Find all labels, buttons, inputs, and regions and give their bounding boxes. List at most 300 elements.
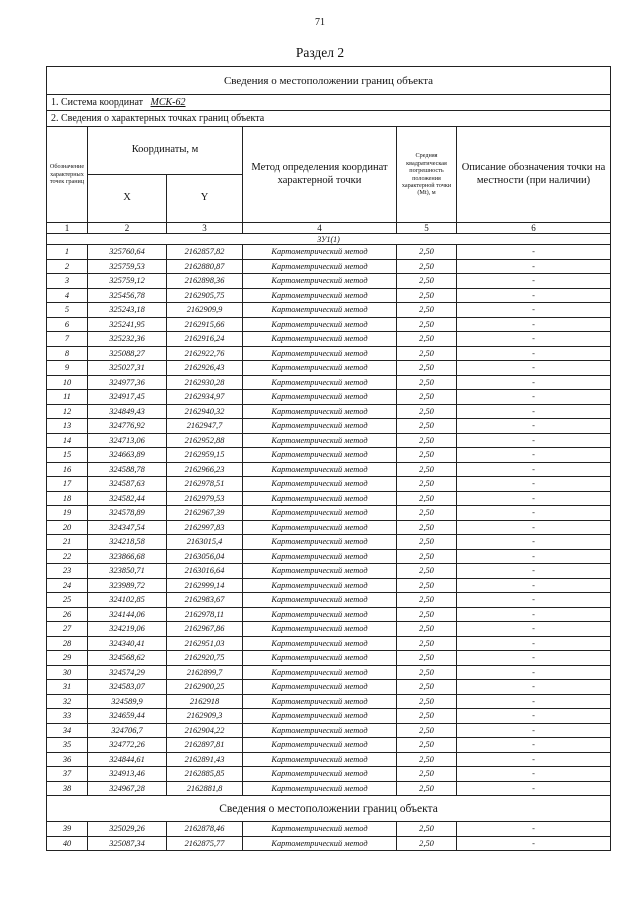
col-description-header: Описание обозначения точки на местности (при наличии) — [457, 127, 611, 223]
cell-method: Картометрический метод — [243, 622, 397, 637]
cell-y-coordinate: 2162966,23 — [167, 462, 243, 477]
cell-x-coordinate: 325456,78 — [88, 288, 167, 303]
cell-point-id: 13 — [47, 419, 88, 434]
table-row — [47, 636, 611, 651]
cell-x-coordinate: 324102,85 — [88, 593, 167, 608]
cell-method: Картометрический метод — [243, 361, 397, 376]
table-row — [47, 274, 611, 289]
cell-x-coordinate: 324347,54 — [88, 520, 167, 535]
cell-description: - — [457, 433, 611, 448]
cell-x-coordinate: 324844,61 — [88, 752, 167, 767]
cell-error-value: 2,50 — [397, 245, 457, 260]
cell-y-coordinate: 2162909,9 — [167, 303, 243, 318]
cell-method: Картометрический метод — [243, 477, 397, 492]
cell-point-id: 8 — [47, 346, 88, 361]
table-title: Сведения о местоположении границ объекта — [47, 67, 611, 95]
cell-description: - — [457, 781, 611, 796]
cell-y-coordinate: 2163056,04 — [167, 549, 243, 564]
cell-point-id: 33 — [47, 709, 88, 724]
cell-point-id: 1 — [47, 245, 88, 260]
table-row — [47, 520, 611, 535]
cell-error-value: 2,50 — [397, 607, 457, 622]
cell-error-value: 2,50 — [397, 303, 457, 318]
cell-description: - — [457, 636, 611, 651]
cell-y-coordinate: 2162983,67 — [167, 593, 243, 608]
cell-y-coordinate: 2162967,86 — [167, 622, 243, 637]
table-row — [47, 332, 611, 347]
cell-method: Картометрический метод — [243, 680, 397, 695]
cell-method: Картометрический метод — [243, 303, 397, 318]
table-row — [47, 245, 611, 260]
cell-point-id: 2 — [47, 259, 88, 274]
cell-error-value: 2,50 — [397, 709, 457, 724]
cell-method: Картометрический метод — [243, 781, 397, 796]
cell-point-id: 17 — [47, 477, 88, 492]
cell-point-id: 12 — [47, 404, 88, 419]
cell-description: - — [457, 303, 611, 318]
cell-point-id: 16 — [47, 462, 88, 477]
cell-x-coordinate: 325760,64 — [88, 245, 167, 260]
cell-y-coordinate: 2162926,43 — [167, 361, 243, 376]
cell-error-value: 2,50 — [397, 448, 457, 463]
table-row — [47, 361, 611, 376]
cell-x-coordinate: 324977,36 — [88, 375, 167, 390]
cell-y-coordinate: 2162897,81 — [167, 738, 243, 753]
cell-point-id: 37 — [47, 767, 88, 782]
table-row — [47, 419, 611, 434]
table-row — [47, 564, 611, 579]
table-row — [47, 549, 611, 564]
cell-method: Картометрический метод — [243, 665, 397, 680]
cell-method: Картометрический метод — [243, 346, 397, 361]
cell-y-coordinate: 2162997,83 — [167, 520, 243, 535]
cell-description: - — [457, 332, 611, 347]
cell-y-coordinate: 2162898,36 — [167, 274, 243, 289]
cell-description: - — [457, 709, 611, 724]
cell-point-id: 10 — [47, 375, 88, 390]
cell-description: - — [457, 607, 611, 622]
cell-x-coordinate: 324340,41 — [88, 636, 167, 651]
table-row — [47, 462, 611, 477]
cell-x-coordinate: 324588,78 — [88, 462, 167, 477]
cell-x-coordinate: 324917,45 — [88, 390, 167, 405]
table-row — [47, 390, 611, 405]
cell-error-value: 2,50 — [397, 520, 457, 535]
cell-y-coordinate: 2162978,51 — [167, 477, 243, 492]
cell-point-id: 27 — [47, 622, 88, 637]
cell-error-value: 2,50 — [397, 836, 457, 851]
cell-y-coordinate: 2162916,24 — [167, 332, 243, 347]
cell-error-value: 2,50 — [397, 346, 457, 361]
cell-point-id: 30 — [47, 665, 88, 680]
cell-description: - — [457, 680, 611, 695]
cell-method: Картометрический метод — [243, 636, 397, 651]
cell-point-id: 32 — [47, 694, 88, 709]
cell-x-coordinate: 324568,62 — [88, 651, 167, 666]
cell-y-coordinate: 2162959,15 — [167, 448, 243, 463]
cell-y-coordinate: 2162922,76 — [167, 346, 243, 361]
cell-error-value: 2,50 — [397, 390, 457, 405]
cell-error-value: 2,50 — [397, 549, 457, 564]
table-row — [47, 375, 611, 390]
cell-error-value: 2,50 — [397, 462, 457, 477]
table-row — [47, 448, 611, 463]
cell-error-value: 2,50 — [397, 404, 457, 419]
cell-method: Картометрический метод — [243, 419, 397, 434]
cell-x-coordinate: 324663,89 — [88, 448, 167, 463]
cell-description: - — [457, 274, 611, 289]
table-row — [47, 433, 611, 448]
cell-error-value: 2,50 — [397, 738, 457, 753]
continuation-title: Сведения о местоположении границ объекта — [47, 796, 611, 822]
cell-error-value: 2,50 — [397, 433, 457, 448]
table-row — [47, 694, 611, 709]
cell-y-coordinate: 2162999,14 — [167, 578, 243, 593]
cell-description: - — [457, 506, 611, 521]
cell-method: Картометрический метод — [243, 607, 397, 622]
cell-error-value: 2,50 — [397, 288, 457, 303]
coord-system-value: МСК-62 — [150, 97, 186, 108]
column-number: 3 — [167, 223, 243, 234]
cell-description: - — [457, 752, 611, 767]
column-number: 5 — [397, 223, 457, 234]
coord-system-label: 1. Система координат — [51, 97, 144, 108]
cell-point-id: 38 — [47, 781, 88, 796]
cell-description: - — [457, 622, 611, 637]
cell-error-value: 2,50 — [397, 274, 457, 289]
cell-method: Картометрический метод — [243, 822, 397, 837]
table-row — [47, 477, 611, 492]
cell-y-coordinate: 2162891,43 — [167, 752, 243, 767]
cell-method: Картометрический метод — [243, 448, 397, 463]
cell-error-value: 2,50 — [397, 593, 457, 608]
cell-error-value: 2,50 — [397, 259, 457, 274]
cell-error-value: 2,50 — [397, 665, 457, 680]
cell-description: - — [457, 593, 611, 608]
cell-description: - — [457, 419, 611, 434]
cell-x-coordinate: 324578,89 — [88, 506, 167, 521]
col-method-header: Метод определения координат характерной точки — [243, 127, 397, 223]
cell-point-id: 23 — [47, 564, 88, 579]
cell-error-value: 2,50 — [397, 680, 457, 695]
table-row — [47, 404, 611, 419]
cell-point-id: 25 — [47, 593, 88, 608]
table-row — [47, 317, 611, 332]
col-error-header: Средняя квадратическая погрешность положения характерной точки (Mt), м — [397, 127, 457, 223]
table-row — [47, 593, 611, 608]
cell-point-id: 21 — [47, 535, 88, 550]
cell-error-value: 2,50 — [397, 578, 457, 593]
cell-method: Картометрический метод — [243, 375, 397, 390]
cell-x-coordinate: 324219,06 — [88, 622, 167, 637]
points-header: 2. Сведения о характерных точках границ объекта — [47, 111, 611, 127]
table-row — [47, 709, 611, 724]
cell-method: Картометрический метод — [243, 245, 397, 260]
cell-y-coordinate: 2162978,11 — [167, 607, 243, 622]
cell-x-coordinate: 324574,29 — [88, 665, 167, 680]
cell-error-value: 2,50 — [397, 491, 457, 506]
cell-y-coordinate: 2162905,75 — [167, 288, 243, 303]
cell-point-id: 20 — [47, 520, 88, 535]
cell-method: Картометрический метод — [243, 709, 397, 724]
cell-method: Картометрический метод — [243, 578, 397, 593]
col-designation-header: Обозначение характерных точек границ — [47, 127, 88, 223]
cell-description: - — [457, 491, 611, 506]
cell-x-coordinate: 324706,7 — [88, 723, 167, 738]
cell-method: Картометрический метод — [243, 317, 397, 332]
cell-method: Картометрический метод — [243, 259, 397, 274]
cell-error-value: 2,50 — [397, 752, 457, 767]
cell-point-id: 34 — [47, 723, 88, 738]
table-row — [47, 578, 611, 593]
cell-error-value: 2,50 — [397, 694, 457, 709]
column-number: 4 — [243, 223, 397, 234]
cell-y-coordinate: 2162900,25 — [167, 680, 243, 695]
cell-y-coordinate: 2162880,87 — [167, 259, 243, 274]
table-row — [47, 506, 611, 521]
cell-method: Картометрический метод — [243, 520, 397, 535]
cell-description: - — [457, 375, 611, 390]
cell-error-value: 2,50 — [397, 651, 457, 666]
cell-point-id: 28 — [47, 636, 88, 651]
table-row — [47, 259, 611, 274]
cell-method: Картометрический метод — [243, 549, 397, 564]
col-coordinates-header: Координаты, м — [88, 127, 243, 175]
cell-y-coordinate: 2162947,7 — [167, 419, 243, 434]
cell-error-value: 2,50 — [397, 317, 457, 332]
cell-point-id: 39 — [47, 822, 88, 837]
cell-point-id: 29 — [47, 651, 88, 666]
cell-method: Картометрический метод — [243, 332, 397, 347]
cell-y-coordinate: 2163015,4 — [167, 535, 243, 550]
cell-method: Картометрический метод — [243, 506, 397, 521]
cell-x-coordinate: 324589,9 — [88, 694, 167, 709]
cell-point-id: 3 — [47, 274, 88, 289]
cell-y-coordinate: 2162915,66 — [167, 317, 243, 332]
cell-point-id: 5 — [47, 303, 88, 318]
cell-description: - — [457, 822, 611, 837]
boundary-table — [46, 66, 611, 851]
cell-x-coordinate: 325088,27 — [88, 346, 167, 361]
cell-method: Картометрический метод — [243, 564, 397, 579]
cell-point-id: 6 — [47, 317, 88, 332]
cell-x-coordinate: 325029,26 — [88, 822, 167, 837]
cell-error-value: 2,50 — [397, 781, 457, 796]
cell-description: - — [457, 404, 611, 419]
cell-point-id: 31 — [47, 680, 88, 695]
cell-y-coordinate: 2162940,32 — [167, 404, 243, 419]
cell-x-coordinate: 324772,26 — [88, 738, 167, 753]
cell-x-coordinate: 325232,36 — [88, 332, 167, 347]
cell-description: - — [457, 549, 611, 564]
cell-description: - — [457, 723, 611, 738]
table-row — [47, 535, 611, 550]
table-row — [47, 680, 611, 695]
table-row — [47, 303, 611, 318]
coord-system-row — [47, 95, 611, 111]
cell-method: Картометрический метод — [243, 462, 397, 477]
cell-point-id: 22 — [47, 549, 88, 564]
cell-method: Картометрический метод — [243, 390, 397, 405]
cell-y-coordinate: 2162878,46 — [167, 822, 243, 837]
cell-error-value: 2,50 — [397, 723, 457, 738]
cell-description: - — [457, 564, 611, 579]
cell-y-coordinate: 2162952,88 — [167, 433, 243, 448]
cell-x-coordinate: 324967,28 — [88, 781, 167, 796]
cell-y-coordinate: 2162881,8 — [167, 781, 243, 796]
cell-description: - — [457, 346, 611, 361]
cell-x-coordinate: 325027,31 — [88, 361, 167, 376]
cell-method: Картометрический метод — [243, 535, 397, 550]
cell-point-id: 18 — [47, 491, 88, 506]
cell-point-id: 4 — [47, 288, 88, 303]
cell-x-coordinate: 323850,71 — [88, 564, 167, 579]
cell-description: - — [457, 520, 611, 535]
cell-point-id: 24 — [47, 578, 88, 593]
cell-description: - — [457, 361, 611, 376]
cell-description: - — [457, 738, 611, 753]
col-x-header: X — [88, 175, 167, 223]
cell-x-coordinate: 325759,12 — [88, 274, 167, 289]
table-row — [47, 822, 611, 837]
cell-x-coordinate: 325243,18 — [88, 303, 167, 318]
cell-x-coordinate: 325241,95 — [88, 317, 167, 332]
cell-x-coordinate: 324849,43 — [88, 404, 167, 419]
cell-description: - — [457, 245, 611, 260]
cell-method: Картометрический метод — [243, 593, 397, 608]
cell-x-coordinate: 323989,72 — [88, 578, 167, 593]
cell-y-coordinate: 2162857,82 — [167, 245, 243, 260]
cell-error-value: 2,50 — [397, 535, 457, 550]
cell-error-value: 2,50 — [397, 332, 457, 347]
cell-method: Картометрический метод — [243, 694, 397, 709]
cell-x-coordinate: 325087,34 — [88, 836, 167, 851]
cell-point-id: 11 — [47, 390, 88, 405]
cell-y-coordinate: 2162930,28 — [167, 375, 243, 390]
table-row — [47, 752, 611, 767]
table-row — [47, 767, 611, 782]
cell-method: Картометрический метод — [243, 288, 397, 303]
cell-method: Картометрический метод — [243, 404, 397, 419]
cell-y-coordinate: 2162934,97 — [167, 390, 243, 405]
cell-description: - — [457, 767, 611, 782]
column-number: 1 — [47, 223, 88, 234]
cell-point-id: 7 — [47, 332, 88, 347]
cell-x-coordinate: 323866,68 — [88, 549, 167, 564]
cell-y-coordinate: 2162918 — [167, 694, 243, 709]
cell-x-coordinate: 324583,07 — [88, 680, 167, 695]
cell-x-coordinate: 324144,06 — [88, 607, 167, 622]
cell-method: Картометрический метод — [243, 651, 397, 666]
cell-x-coordinate: 324582,44 — [88, 491, 167, 506]
cell-description: - — [457, 288, 611, 303]
column-number: 2 — [88, 223, 167, 234]
column-number: 6 — [457, 223, 611, 234]
cell-method: Картометрический метод — [243, 836, 397, 851]
cell-x-coordinate: 324587,63 — [88, 477, 167, 492]
cell-point-id: 14 — [47, 433, 88, 448]
cell-x-coordinate: 324713,06 — [88, 433, 167, 448]
cell-x-coordinate: 324913,46 — [88, 767, 167, 782]
cell-description: - — [457, 477, 611, 492]
group-label: ЗУ1(1) — [47, 234, 611, 245]
table-row — [47, 738, 611, 753]
table-row — [47, 781, 611, 796]
cell-error-value: 2,50 — [397, 622, 457, 637]
col-y-header: Y — [167, 175, 243, 223]
cell-point-id: 19 — [47, 506, 88, 521]
cell-description: - — [457, 694, 611, 709]
cell-error-value: 2,50 — [397, 822, 457, 837]
cell-method: Картометрический метод — [243, 274, 397, 289]
cell-y-coordinate: 2162885,85 — [167, 767, 243, 782]
cell-point-id: 35 — [47, 738, 88, 753]
cell-error-value: 2,50 — [397, 564, 457, 579]
table-row — [47, 346, 611, 361]
cell-description: - — [457, 665, 611, 680]
page-number: 71 — [315, 17, 325, 28]
cell-error-value: 2,50 — [397, 375, 457, 390]
table-row — [47, 622, 611, 637]
cell-y-coordinate: 2162904,22 — [167, 723, 243, 738]
cell-y-coordinate: 2162951,03 — [167, 636, 243, 651]
cell-point-id: 36 — [47, 752, 88, 767]
section-title: Раздел 2 — [295, 45, 345, 60]
cell-point-id: 26 — [47, 607, 88, 622]
cell-y-coordinate: 2162920,75 — [167, 651, 243, 666]
cell-method: Картометрический метод — [243, 752, 397, 767]
table-row — [47, 723, 611, 738]
cell-description: - — [457, 651, 611, 666]
cell-y-coordinate: 2163016,64 — [167, 564, 243, 579]
table-row — [47, 288, 611, 303]
cell-error-value: 2,50 — [397, 506, 457, 521]
cell-error-value: 2,50 — [397, 361, 457, 376]
cell-x-coordinate: 324218,58 — [88, 535, 167, 550]
cell-description: - — [457, 462, 611, 477]
table-row — [47, 836, 611, 851]
cell-description: - — [457, 578, 611, 593]
cell-y-coordinate: 2162909,3 — [167, 709, 243, 724]
cell-error-value: 2,50 — [397, 477, 457, 492]
cell-point-id: 15 — [47, 448, 88, 463]
cell-description: - — [457, 317, 611, 332]
cell-y-coordinate: 2162979,53 — [167, 491, 243, 506]
cell-y-coordinate: 2162967,39 — [167, 506, 243, 521]
cell-method: Картометрический метод — [243, 491, 397, 506]
table-row — [47, 607, 611, 622]
table-row — [47, 491, 611, 506]
cell-description: - — [457, 535, 611, 550]
cell-description: - — [457, 390, 611, 405]
cell-error-value: 2,50 — [397, 767, 457, 782]
cell-method: Картометрический метод — [243, 433, 397, 448]
cell-point-id: 9 — [47, 361, 88, 376]
cell-method: Картометрический метод — [243, 767, 397, 782]
cell-x-coordinate: 324659,44 — [88, 709, 167, 724]
table-row — [47, 665, 611, 680]
cell-x-coordinate: 324776,92 — [88, 419, 167, 434]
cell-description: - — [457, 836, 611, 851]
cell-description: - — [457, 259, 611, 274]
cell-method: Картометрический метод — [243, 723, 397, 738]
table-row — [47, 651, 611, 666]
cell-error-value: 2,50 — [397, 419, 457, 434]
cell-y-coordinate: 2162875,77 — [167, 836, 243, 851]
cell-method: Картометрический метод — [243, 738, 397, 753]
cell-y-coordinate: 2162899,7 — [167, 665, 243, 680]
cell-error-value: 2,50 — [397, 636, 457, 651]
